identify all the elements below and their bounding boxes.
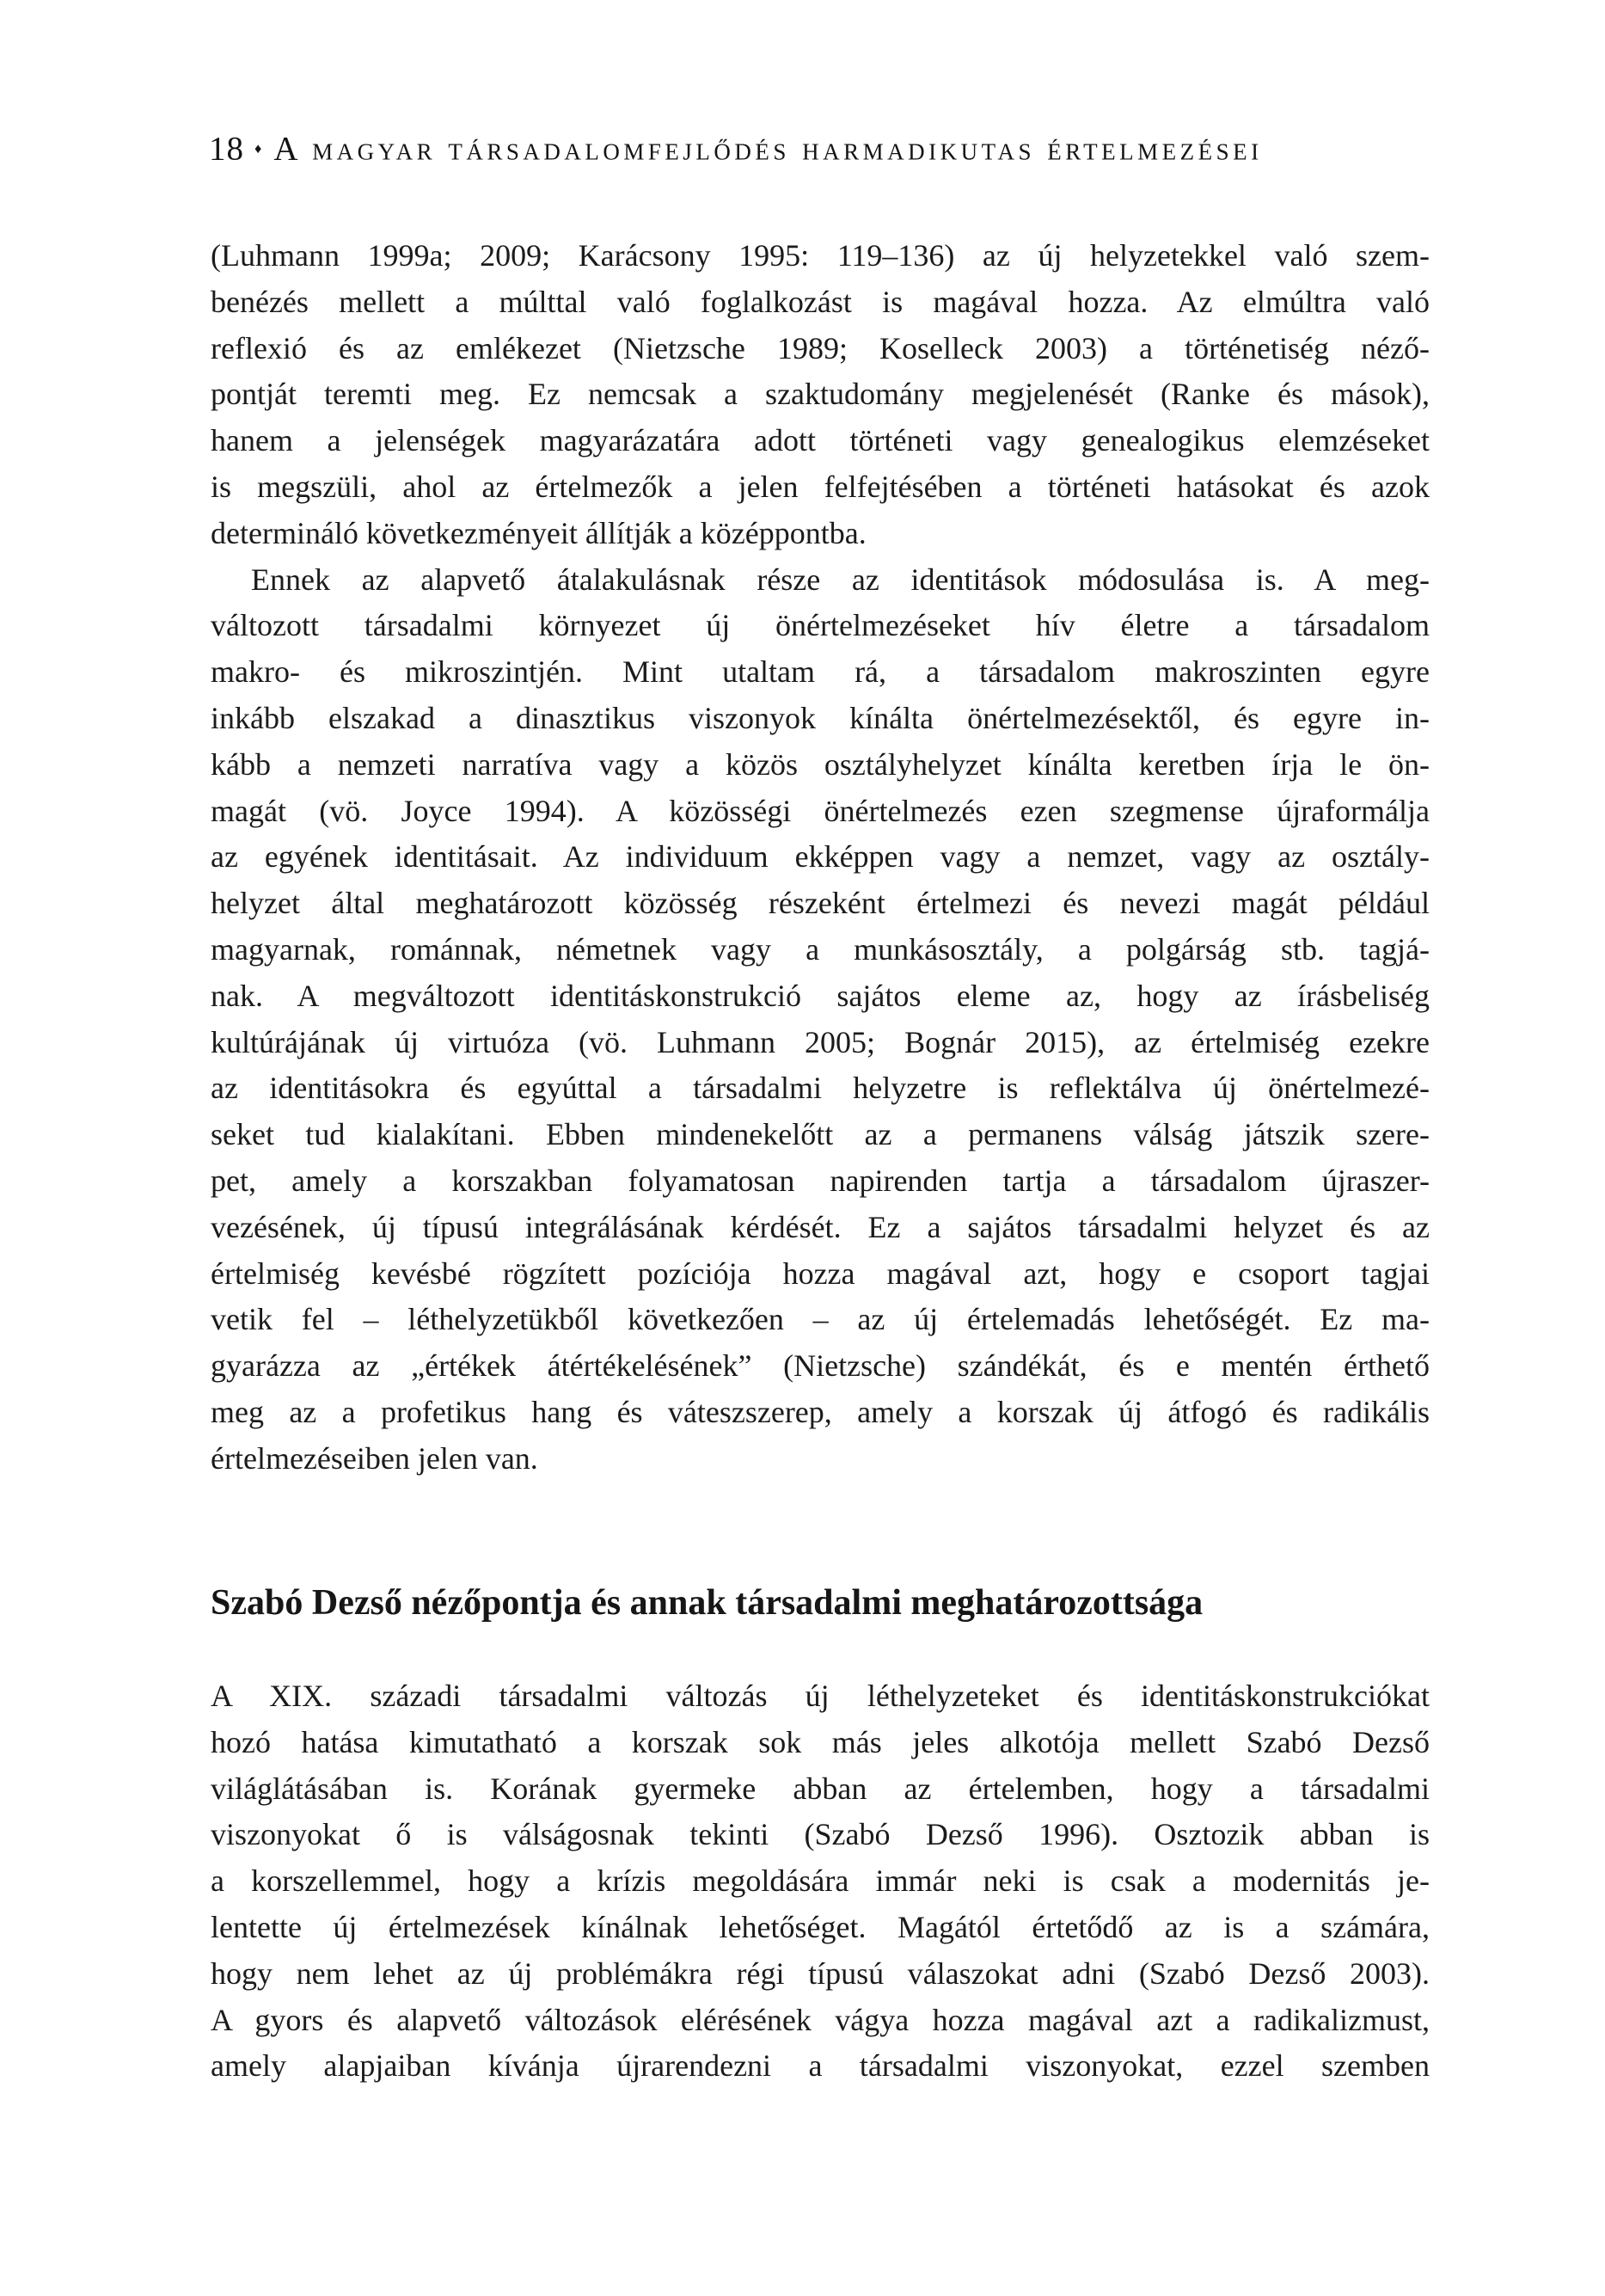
text-line: is megszüli, ahol az értelmezők a jelen felfejtésében a történeti hatásokat és azok — [211, 469, 1430, 504]
text-line: makro- és mikroszintjén. Mint utaltam rá, a társadalom makroszinten egyre — [211, 654, 1430, 690]
text-line: amely alapjaiban kívánja újrarendezni a társadalmi viszonyokat, ezzel szemben — [211, 2048, 1430, 2084]
text-line: seket tud kialakítani. Ebben mindenekelőtt az a permanens válság játszik szere- — [211, 1117, 1430, 1152]
paragraph — [211, 233, 1430, 557]
text-line: magát (vö. Joyce 1994). A közösségi önértelmezés ezen szegmense újraformálja — [211, 793, 1430, 828]
text-line: hogy nem lehet az új problémákra régi típusú válaszokat adni (Szabó Dezső 2003). — [211, 1955, 1430, 1991]
text-line: Ennek az alapvető átalakulásnak része az identitások módosulása is. A meg- — [251, 562, 1430, 597]
text-line: A gyors és alapvető változások elérésének vágya hozza magával azt a radikalizmust, — [211, 2002, 1430, 2037]
text-line: értelmiség kevésbé rögzített pozíciója hozza magával azt, hogy e csoport tagjai — [211, 1255, 1430, 1291]
paragraph — [211, 557, 1430, 1483]
text-line: gyarázza az „értékek átértékelésének” (Nietzsche) szándékát, és e mentén érthető — [211, 1348, 1430, 1384]
text-line: inkább elszakad a dinasztikus viszonyok kínálta önértelmezésektől, és egyre in- — [211, 700, 1430, 735]
body-text-block-2 — [211, 1673, 1430, 2090]
section-heading: Szabó Dezső nézőpontja és annak társadalmi meghatározottsága — [211, 1583, 1204, 1623]
body-text-block-1 — [211, 233, 1430, 1483]
text-line: benézés mellett a múlttal való foglalkozást is magával hozza. Az elmúltra való — [211, 284, 1430, 319]
text-line: értelmezéseiben jelen van. — [211, 1440, 538, 1476]
text-line: az egyének identitásait. Az individuum ekképpen vagy a nemzet, vagy az osztály- — [211, 839, 1430, 875]
text-line: determináló következményeit állítják a középpontba. — [211, 515, 867, 550]
text-line: nak. A megváltozott identitáskonstrukció sajátos eleme az, hogy az írásbeliség — [211, 978, 1430, 1013]
text-line: reflexió és az emlékezet (Nietzsche 1989; Koselleck 2003) a történetiség néző- — [211, 330, 1430, 365]
text-line: lentette új értelmezések kínálnak lehetőséget. Magától értetődő az is a számára, — [211, 1909, 1430, 1944]
text-line: pet, amely a korszakban folyamatosan napirenden tartja a társadalom újraszer- — [211, 1163, 1430, 1198]
text-line: az identitásokra és egyúttal a társadalmi helyzetre is reflektálva új önértelmezé- — [211, 1071, 1430, 1106]
text-line: a korszellemmel, hogy a krízis megoldására immár neki is csak a modernitás je- — [211, 1863, 1430, 1899]
text-line: helyzet által meghatározott közösség részeként értelmezi és nevezi magát például — [211, 886, 1430, 921]
text-line: hozó hatása kimutatható a korszak sok más jeles alkotója mellett Szabó Dezső — [211, 1724, 1430, 1759]
text-line: pontját teremti meg. Ez nemcsak a szaktudomány megjelenését (Ranke és mások), — [211, 377, 1430, 412]
text-line: világlátásában is. Korának gyermeke abban az értelemben, hogy a társadalmi — [211, 1771, 1430, 1806]
text-line: magyarnak, románnak, németnek vagy a munkásosztály, a polgárság stb. tagjá- — [211, 931, 1430, 967]
text-line: kultúrájának új virtuóza (vö. Luhmann 2005; Bognár 2015), az értelmiség ezekre — [211, 1024, 1430, 1059]
diamond-separator-icon: ♦ — [254, 140, 262, 157]
text-line: hanem a jelenségek magyarázatára adott történeti vagy genealogikus elemzéseket — [211, 423, 1430, 458]
running-header-title: A magyar társadalomfejlődés harmadikutas értelmezései — [273, 130, 1263, 168]
running-header — [209, 129, 1430, 169]
paragraph — [211, 1673, 1430, 2090]
text-line: (Luhmann 1999a; 2009; Karácsony 1995: 119–136) az új helyzetekkel való szem- — [211, 238, 1430, 273]
text-line: meg az a profetikus hang és váteszszerep, amely a korszak új átfogó és radikális — [211, 1394, 1430, 1429]
text-line: változott társadalmi környezet új önértelmezéseket hív életre a társadalom — [211, 608, 1430, 643]
text-line: vezésének, új típusú integrálásának kérdését. Ez a sajátos társadalmi helyzet és az — [211, 1209, 1430, 1244]
text-line: kább a nemzeti narratíva vagy a közös osztályhelyzet kínálta keretben írja le ön- — [211, 746, 1430, 782]
text-line: viszonyokat ő is válságosnak tekinti (Szabó Dezső 1996). Osztozik abban is — [211, 1817, 1430, 1852]
text-line: vetik fel – léthelyzetükből következően – az új értelemadás lehetőségét. Ez ma- — [211, 1302, 1430, 1337]
text-line: A XIX. századi társadalmi változás új léthelyzeteket és identitáskonstrukciókat — [211, 1679, 1430, 1713]
page-number: 18 — [209, 130, 244, 168]
